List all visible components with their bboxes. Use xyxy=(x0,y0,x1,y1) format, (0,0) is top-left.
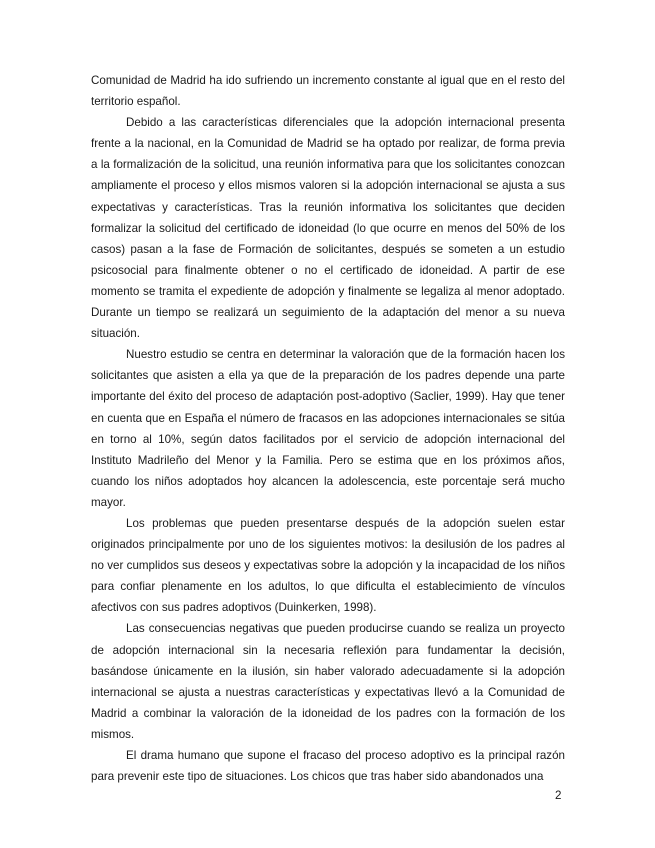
page-number: 2 xyxy=(555,789,562,802)
paragraph-continuation: Comunidad de Madrid ha ido sufriendo un incremento constante al igual que en el resto del territorio español. xyxy=(91,74,565,109)
paragraph: Los problemas que pueden presentarse después de la adopción suelen estar originados principalmente por uno de los siguientes motivos: la desilusión de los padres al no ver cumplidos sus deseos y expectativas sobre la adopción y la incapacidad de los niños para confiar plenamente en los adultos, lo que dificulta el establecimiento de vínculos afectivos con sus padres adoptivos (Duinkerken, 1998). xyxy=(91,516,565,615)
body-text xyxy=(91,70,565,787)
paragraph: Debido a las características diferenciales que la adopción internacional presenta frente a la nacional, en la Comunidad de Madrid se ha optado por realizar, de forma previa a la formalización de la solicitud, una reunión informativa para que los solicitantes conozcan ampliamente el proceso y ellos mismos valoren si la adopción internacional se ajusta a sus expectativas y características. Tras la reunión informativa los solicitantes que deciden formalizar la solicitud del certificado de idoneidad (lo que ocurre en menos del 50% de los casos) pasan a la fase de Formación de solicitantes, después se someten a un estudio psicosocial para finalmente obtener o no el certificado de idoneidad. A partir de ese momento se tramita el expediente de adopción y finalmente se legaliza al menor adoptado. Durante un tiempo se realizará un seguimiento de la adaptación del menor a su nueva situación. xyxy=(91,116,565,341)
paragraph: Las consecuencias negativas que pueden producirse cuando se realiza un proyecto de adopción internacional sin la necesaria reflexión para fundamentar la decisión, basándose únicamente en la ilusión, sin haber valorado adecuadamente si la adopción internacional se ajusta a nuestras características y expectativas llevó a la Comunidad de Madrid a combinar la valoración de la idoneidad de los padres con la formación de los mismos. xyxy=(91,622,565,741)
paragraph: Nuestro estudio se centra en determinar la valoración que de la formación hacen los solicitantes que asisten a ella ya que de la preparación de los padres depende una parte importante del éxito del proceso de adaptación post-adoptivo (Saclier, 1999). Hay que tener en cuenta que en España el número de fracasos en las adopciones internacionales se sitúa en torno al 10%, según datos facilitados por el servicio de adopción internacional del Instituto Madrileño del Menor y la Familia. Pero se estima que en los próximos años, cuando los niños adoptados hoy alcancen la adolescencia, este porcentaje será mucho mayor. xyxy=(91,348,565,509)
paragraph: El drama humano que supone el fracaso del proceso adoptivo es la principal razón para prevenir este tipo de situaciones. Los chicos que tras haber sido abandonados una xyxy=(91,749,565,784)
